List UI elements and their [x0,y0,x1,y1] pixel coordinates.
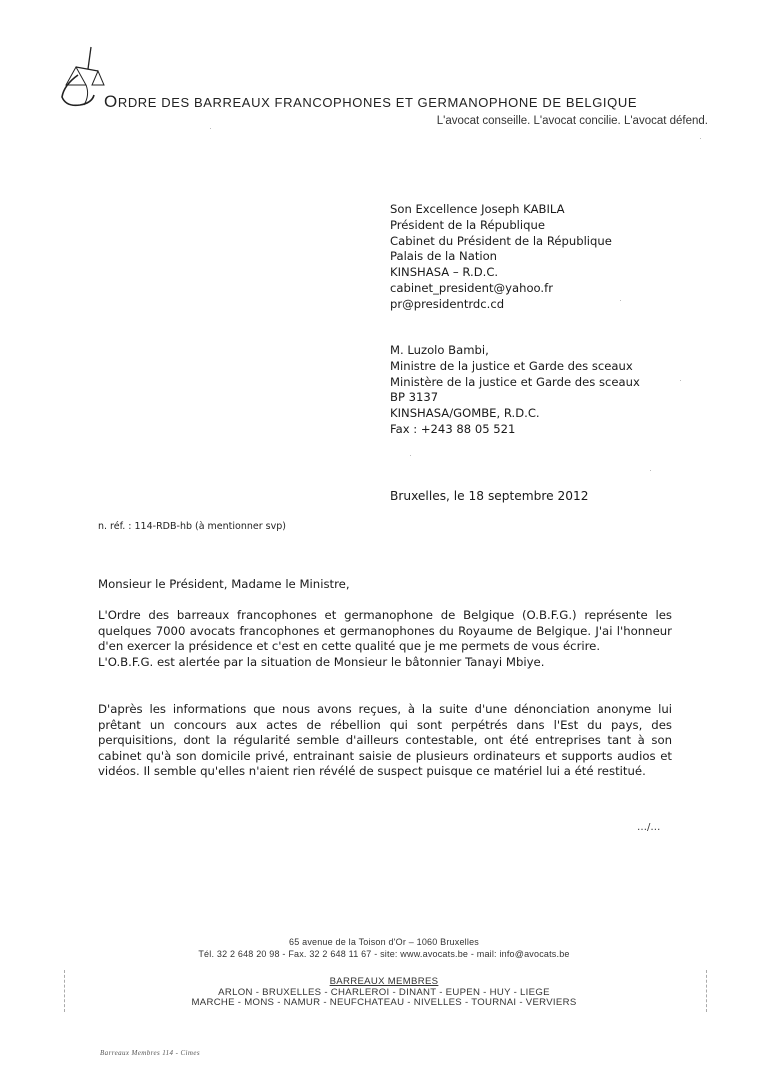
member-bars-line: ARLON - BRUXELLES - CHARLEROI - DINANT - EUPEN - HUY - LIEGE [218,986,550,998]
recipient-line: Ministre de la justice et Garde des sceaux [390,358,633,373]
scales-of-justice-logo-icon [58,45,108,110]
org-title-initial: O [104,92,118,111]
reference-number: n. réf. : 114-RDB-hb (à mentionner svp) [98,521,286,532]
recipient-line: Ministère de la justice et Garde des sceaux [390,374,640,389]
recipient-fax: Fax : +243 88 05 521 [390,421,516,436]
paragraph-text: L'O.B.F.G. est alertée par la situation de Monsieur le bâtonnier Tanayi Mbiye. [98,654,545,669]
body-paragraph-2 [98,702,672,780]
recipient-line: Cabinet du Président de la République [390,233,612,248]
footer-address: 65 avenue de la Toison d'Or – 1060 Bruxelles [289,937,479,947]
recipient-line: Palais de la Nation [390,249,498,264]
footer-contact [0,937,768,960]
recipient-line: Président de la République [390,217,545,232]
paragraph-text: D'après les informations que nous avons reçues, à la suite d'une dénonciation anonyme lui prêtant un concours aux actes de rébellion qui sont perpétrés dans l'Est du pays, des perquisitions, dont la régularité semble d'ailleurs contestable, ont été entreprises tant à son cabinet qu'à son domicile privé, entrainant saisie de plusieurs ordinateurs et supports audios et vidéos. Il semble qu'elles n'aient rien révélé de suspect puisque ce matériel lui a été restitué. [98,702,672,779]
member-bars-heading: BARREAUX MEMBRES [329,976,439,987]
organization-title [104,92,637,112]
recipient-line: Son Excellence Joseph KABILA [390,202,565,216]
recipient-president-block [390,202,612,313]
paragraph-text: L'Ordre des barreaux francophones et germanophone de Belgique (O.B.F.G.) représente les quelques 7000 avocats francophones et germanophones du Royaume de Belgique. J'ai l'honneur d'en exercer la présidence et c'est en cette qualité que je me permets de vous écrire. [98,608,672,654]
recipient-minister-block [390,343,640,438]
recipient-line: KINSHASA – R.D.C. [390,265,499,280]
date-line: Bruxelles, le 18 septembre 2012 [390,489,589,503]
recipient-email: pr@presidentrdc.cd [390,296,505,311]
motto: L'avocat conseille. L'avocat concilie. L'avocat défend. [436,115,708,127]
footer-contact-line: Tél. 32 2 648 20 98 - Fax. 32 2 648 11 67 - site: www.avocats.be - mail: info@avocats.be [198,948,570,959]
recipient-email: cabinet_president@yahoo.fr [390,280,553,295]
org-title-rest: RDRE DES BARREAUX FRANCOPHONES ET GERMANOPHONE DE BELGIQUE [117,95,638,110]
body-paragraph-1 [98,608,672,670]
member-bars [0,977,768,1009]
salutation-text: Monsieur le Président, Madame le Ministre, [98,577,350,591]
footer-faint-note: Barreaux Membres 114 - Cimes [100,1049,200,1057]
recipient-line: BP 3137 [390,390,439,405]
recipient-line: KINSHASA/GOMBE, R.D.C. [390,406,540,421]
recipient-line: M. Luzolo Bambi, [390,343,489,357]
member-bars-line: MARCHE - MONS - NAMUR - NEUFCHATEAU - NIVELLES - TOURNAI - VERVIERS [191,997,577,1008]
continuation-mark: …/… [637,822,661,833]
salutation [98,577,672,593]
